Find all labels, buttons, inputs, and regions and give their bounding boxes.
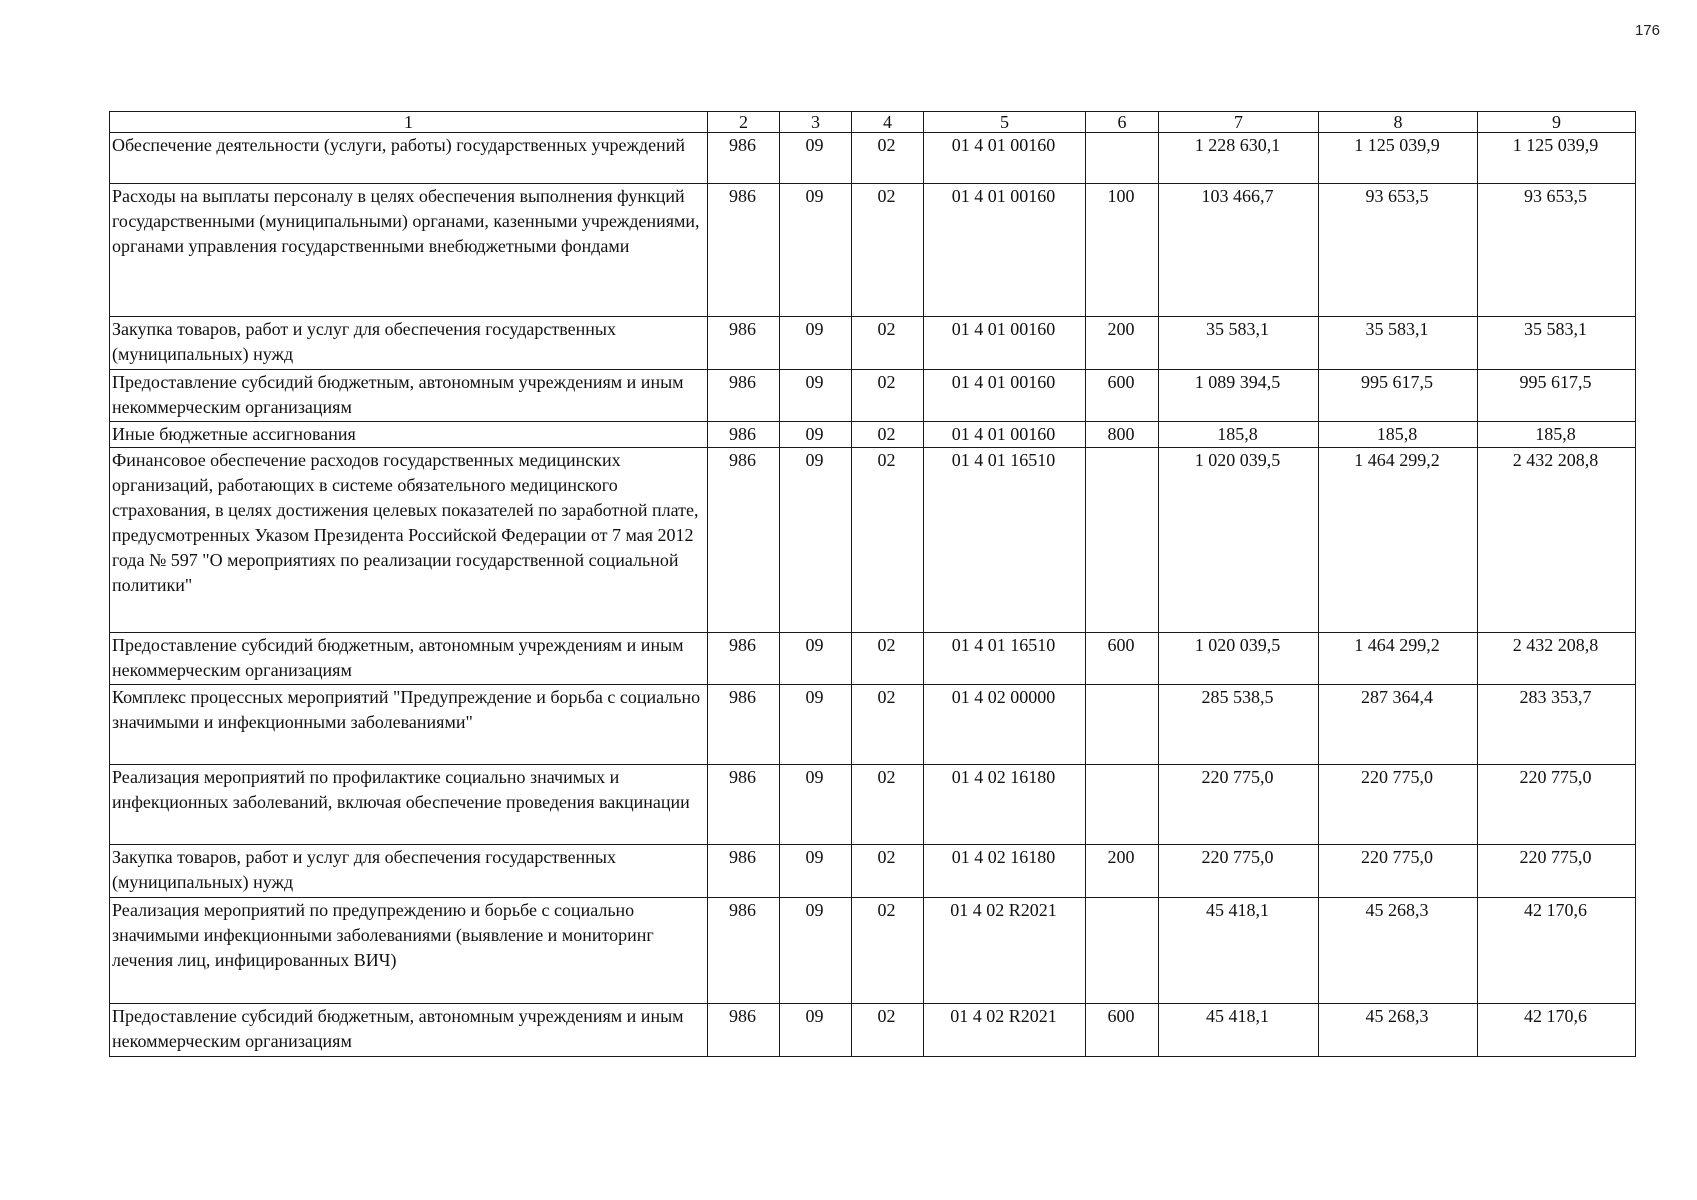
row-amount-col7: 185,8 [1159, 422, 1319, 448]
row-subsection-code: 02 [852, 685, 924, 765]
row-target-code: 01 4 02 00000 [924, 685, 1086, 765]
table-row [110, 633, 1636, 685]
row-section-code: 09 [780, 1004, 852, 1057]
row-amount-col9: 2 432 208,8 [1478, 448, 1636, 633]
row-amount-col9: 185,8 [1478, 422, 1636, 448]
header-cell-2: 2 [708, 112, 780, 133]
header-cell-5: 5 [924, 112, 1086, 133]
row-target-code: 01 4 02 R2021 [924, 1004, 1086, 1057]
row-target-code: 01 4 01 00160 [924, 184, 1086, 317]
row-amount-col7: 220 775,0 [1159, 845, 1319, 898]
row-section-code: 09 [780, 845, 852, 898]
row-ministry-code: 986 [708, 370, 780, 422]
row-ministry-code: 986 [708, 317, 780, 370]
row-section-code: 09 [780, 370, 852, 422]
table-row [110, 685, 1636, 765]
row-section-code: 09 [780, 765, 852, 845]
row-amount-col7: 35 583,1 [1159, 317, 1319, 370]
row-target-code: 01 4 02 16180 [924, 765, 1086, 845]
row-expense-type [1086, 765, 1159, 845]
row-expense-type [1086, 448, 1159, 633]
row-amount-col9: 220 775,0 [1478, 845, 1636, 898]
row-subsection-code: 02 [852, 133, 924, 184]
row-subsection-code: 02 [852, 422, 924, 448]
row-section-code: 09 [780, 184, 852, 317]
row-ministry-code: 986 [708, 133, 780, 184]
row-amount-col8: 45 268,3 [1319, 1004, 1478, 1057]
row-subsection-code: 02 [852, 184, 924, 317]
row-ministry-code: 986 [708, 898, 780, 1004]
row-amount-col7: 285 538,5 [1159, 685, 1319, 765]
row-amount-col9: 1 125 039,9 [1478, 133, 1636, 184]
row-ministry-code: 986 [708, 765, 780, 845]
row-amount-col8: 287 364,4 [1319, 685, 1478, 765]
table-row [110, 184, 1636, 317]
row-subsection-code: 02 [852, 448, 924, 633]
row-target-code: 01 4 01 00160 [924, 422, 1086, 448]
row-amount-col9: 283 353,7 [1478, 685, 1636, 765]
row-amount-col9: 93 653,5 [1478, 184, 1636, 317]
row-amount-col7: 45 418,1 [1159, 898, 1319, 1004]
row-target-code: 01 4 02 R2021 [924, 898, 1086, 1004]
row-amount-col9: 995 617,5 [1478, 370, 1636, 422]
row-name: Предоставление субсидий бюджетным, автономным учреждениям и иным некоммерческим организациям [110, 1004, 708, 1057]
row-section-code: 09 [780, 133, 852, 184]
table-row [110, 845, 1636, 898]
row-ministry-code: 986 [708, 184, 780, 317]
row-amount-col7: 1 020 039,5 [1159, 633, 1319, 685]
row-expense-type: 800 [1086, 422, 1159, 448]
row-expense-type [1086, 898, 1159, 1004]
row-subsection-code: 02 [852, 1004, 924, 1057]
row-amount-col8: 220 775,0 [1319, 765, 1478, 845]
row-amount-col8: 995 617,5 [1319, 370, 1478, 422]
budget-table [109, 111, 1636, 1057]
row-section-code: 09 [780, 633, 852, 685]
row-section-code: 09 [780, 448, 852, 633]
row-amount-col8: 45 268,3 [1319, 898, 1478, 1004]
header-cell-9: 9 [1478, 112, 1636, 133]
row-name: Реализация мероприятий по профилактике социально значимых и инфекционных заболеваний, включая обеспечение проведения вакцинации [110, 765, 708, 845]
row-subsection-code: 02 [852, 317, 924, 370]
row-ministry-code: 986 [708, 685, 780, 765]
row-name: Предоставление субсидий бюджетным, автономным учреждениям и иным некоммерческим организациям [110, 370, 708, 422]
table-row [110, 1004, 1636, 1057]
row-name: Предоставление субсидий бюджетным, автономным учреждениям и иным некоммерческим организациям [110, 633, 708, 685]
row-amount-col7: 103 466,7 [1159, 184, 1319, 317]
row-expense-type: 200 [1086, 845, 1159, 898]
row-amount-col8: 35 583,1 [1319, 317, 1478, 370]
row-expense-type [1086, 133, 1159, 184]
header-cell-3: 3 [780, 112, 852, 133]
table-row [110, 317, 1636, 370]
row-amount-col8: 220 775,0 [1319, 845, 1478, 898]
row-target-code: 01 4 01 00160 [924, 317, 1086, 370]
row-name: Комплекс процессных мероприятий "Предупреждение и борьба с социально значимыми и инфекционными заболеваниями" [110, 685, 708, 765]
row-section-code: 09 [780, 317, 852, 370]
row-amount-col9: 42 170,6 [1478, 1004, 1636, 1057]
row-expense-type: 100 [1086, 184, 1159, 317]
row-subsection-code: 02 [852, 633, 924, 685]
page-number: 176 [1634, 22, 1660, 39]
row-target-code: 01 4 02 16180 [924, 845, 1086, 898]
row-amount-col8: 1 464 299,2 [1319, 633, 1478, 685]
row-section-code: 09 [780, 685, 852, 765]
row-target-code: 01 4 01 00160 [924, 133, 1086, 184]
row-expense-type: 200 [1086, 317, 1159, 370]
header-row [110, 112, 1636, 133]
row-subsection-code: 02 [852, 898, 924, 1004]
table-row [110, 765, 1636, 845]
header-cell-4: 4 [852, 112, 924, 133]
header-cell-7: 7 [1159, 112, 1319, 133]
row-expense-type [1086, 685, 1159, 765]
row-target-code: 01 4 01 16510 [924, 633, 1086, 685]
row-name: Закупка товаров, работ и услуг для обеспечения государственных (муниципальных) нужд [110, 317, 708, 370]
row-name: Реализация мероприятий по предупреждению и борьбе с социально значимыми инфекционными заболеваниями (выявление и мониторинг лечения лиц, инфицированных ВИЧ) [110, 898, 708, 1004]
table-row [110, 448, 1636, 633]
row-target-code: 01 4 01 16510 [924, 448, 1086, 633]
row-name: Финансовое обеспечение расходов государственных медицинских организаций, работающих в системе обязательного медицинского страхования, в целях достижения целевых показателей по заработной плате, предусмотренных Указом Президента Российской Федерации от 7 мая 2012 года № 597 "О мероприятиях по реализации государственной социальной политики" [110, 448, 708, 633]
row-subsection-code: 02 [852, 765, 924, 845]
row-amount-col8: 185,8 [1319, 422, 1478, 448]
row-subsection-code: 02 [852, 370, 924, 422]
row-amount-col7: 220 775,0 [1159, 765, 1319, 845]
table-row [110, 133, 1636, 184]
table-row [110, 422, 1636, 448]
row-amount-col9: 220 775,0 [1478, 765, 1636, 845]
row-amount-col7: 1 228 630,1 [1159, 133, 1319, 184]
row-target-code: 01 4 01 00160 [924, 370, 1086, 422]
header-cell-8: 8 [1319, 112, 1478, 133]
row-amount-col7: 1 020 039,5 [1159, 448, 1319, 633]
row-name: Закупка товаров, работ и услуг для обеспечения государственных (муниципальных) нужд [110, 845, 708, 898]
row-name: Иные бюджетные ассигнования [110, 422, 708, 448]
row-ministry-code: 986 [708, 422, 780, 448]
row-amount-col7: 45 418,1 [1159, 1004, 1319, 1057]
row-ministry-code: 986 [708, 845, 780, 898]
row-expense-type: 600 [1086, 633, 1159, 685]
row-ministry-code: 986 [708, 448, 780, 633]
row-ministry-code: 986 [708, 633, 780, 685]
row-section-code: 09 [780, 422, 852, 448]
row-amount-col8: 93 653,5 [1319, 184, 1478, 317]
row-expense-type: 600 [1086, 1004, 1159, 1057]
row-amount-col7: 1 089 394,5 [1159, 370, 1319, 422]
header-cell-6: 6 [1086, 112, 1159, 133]
row-amount-col9: 2 432 208,8 [1478, 633, 1636, 685]
header-cell-1: 1 [110, 112, 708, 133]
row-section-code: 09 [780, 898, 852, 1004]
row-name: Расходы на выплаты персоналу в целях обеспечения выполнения функций государственными (муниципальными) органами, казенными учреждениями, органами управления государственными внебюджетными фондами [110, 184, 708, 317]
row-ministry-code: 986 [708, 1004, 780, 1057]
row-amount-col9: 42 170,6 [1478, 898, 1636, 1004]
row-amount-col8: 1 125 039,9 [1319, 133, 1478, 184]
row-subsection-code: 02 [852, 845, 924, 898]
row-expense-type: 600 [1086, 370, 1159, 422]
table-row [110, 898, 1636, 1004]
row-amount-col9: 35 583,1 [1478, 317, 1636, 370]
table-row [110, 370, 1636, 422]
row-amount-col8: 1 464 299,2 [1319, 448, 1478, 633]
row-name: Обеспечение деятельности (услуги, работы) государственных учреждений [110, 133, 708, 184]
